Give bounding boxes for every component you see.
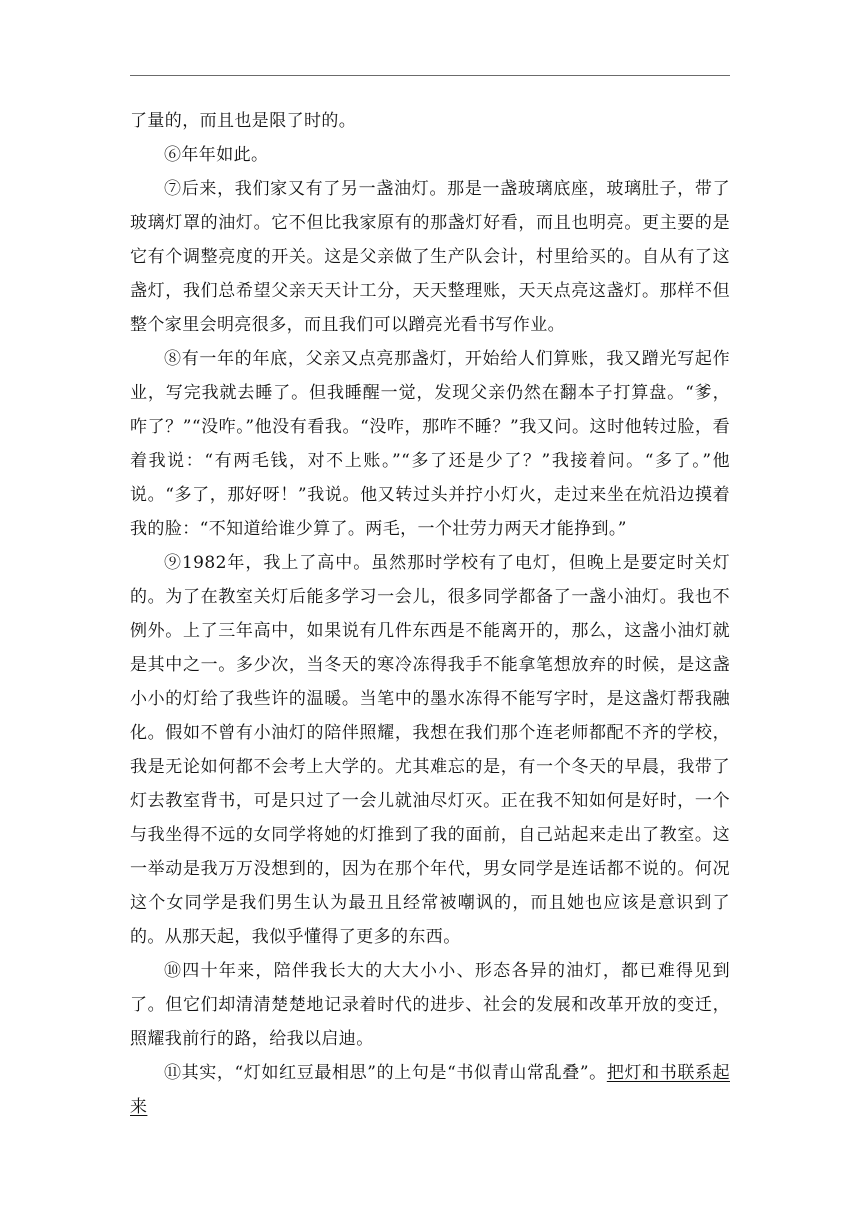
underlined-phrase: 把灯和书联系起来 xyxy=(130,1063,730,1117)
paragraph-8: ⑧有一年的年底，父亲又点亮那盏灯，开始给人们算账，我又蹭光写起作业，写完我就去睡了。但我睡醒一觉，发现父亲仍然在翻本子打算盘。“爹，咋了？”“没咋。”他没有看我。“没咋，那咋不睡？”我又问。这时他转过脸，看着我说：“有两毛钱，对不上账。”“多了还是少了？”我接着问。“多了。”他说。“多了，那好呀！”我说。他又转过头并拧小灯火，走过来坐在炕沿边摸着我的脸：“不知道给谁少算了。两毛，一个壮劳力两天才能挣到。” xyxy=(130,349,730,539)
header-rule xyxy=(130,75,730,76)
paragraph-11 xyxy=(130,1056,730,1124)
paragraph-continued: 了量的，而且也是限了时的。 xyxy=(130,111,357,131)
document-body xyxy=(130,104,730,1124)
paragraph-6: ⑥年年如此。 xyxy=(164,145,269,165)
paragraph-7: ⑦后来，我们家又有了另一盏油灯。那是一盏玻璃底座，玻璃肚子，带了玻璃灯罩的油灯。它不但比我家原有的那盏灯好看，而且也明亮。更主要的是它有个调整亮度的开关。这是父亲做了生产队会计，村里给买的。自从有了这盏灯，我们总希望父亲天天计工分，天天整理账，天天点亮这盏灯。那样不但整个家里会明亮很多，而且我们可以蹭亮光看书写作业。 xyxy=(130,179,730,335)
paragraph-10: ⑩四十年来，陪伴我长大的大大小小、形态各异的油灯，都已难得见到了。但它们却清清楚楚地记录着时代的进步、社会的发展和改革开放的变迁，照耀我前行的路，给我以启迪。 xyxy=(130,961,730,1049)
paragraph-11-text: ⑪其实，“灯如红豆最相思”的上句是“书似青山常乱叠”。 xyxy=(164,1063,607,1083)
paragraph-9: ⑨1982年，我上了高中。虽然那时学校有了电灯，但晚上是要定时关灯的。为了在教室关灯后能多学习一会儿，很多同学都备了一盏小油灯。我也不例外。上了三年高中，如果说有几件东西是不能离开的，那么，这盏小油灯就是其中之一。多少次，当冬天的寒冷冻得我手不能拿笔想放弃的时候，是这盏小小的灯给了我些许的温暖。当笔中的墨水冻得不能写字时，是这盏灯帮我融化。假如不曾有小油灯的陪伴照耀，我想在我们那个连老师都配不齐的学校，我是无论如何都不会考上大学的。尤其难忘的是，有一个冬天的早晨，我带了灯去教室背书，可是只过了一会儿就油尽灯灭。正在我不知如何是好时，一个与我坐得不远的女同学将她的灯推到了我的面前，自己站起来走出了教室。这一举动是我万万没想到的，因为在那个年代，男女同学是连话都不说的。何况这个女同学是我们男生认为最丑且经常被嘲讽的，而且她也应该是意识到了的。从那天起，我似乎懂得了更多的东西。 xyxy=(130,553,730,947)
